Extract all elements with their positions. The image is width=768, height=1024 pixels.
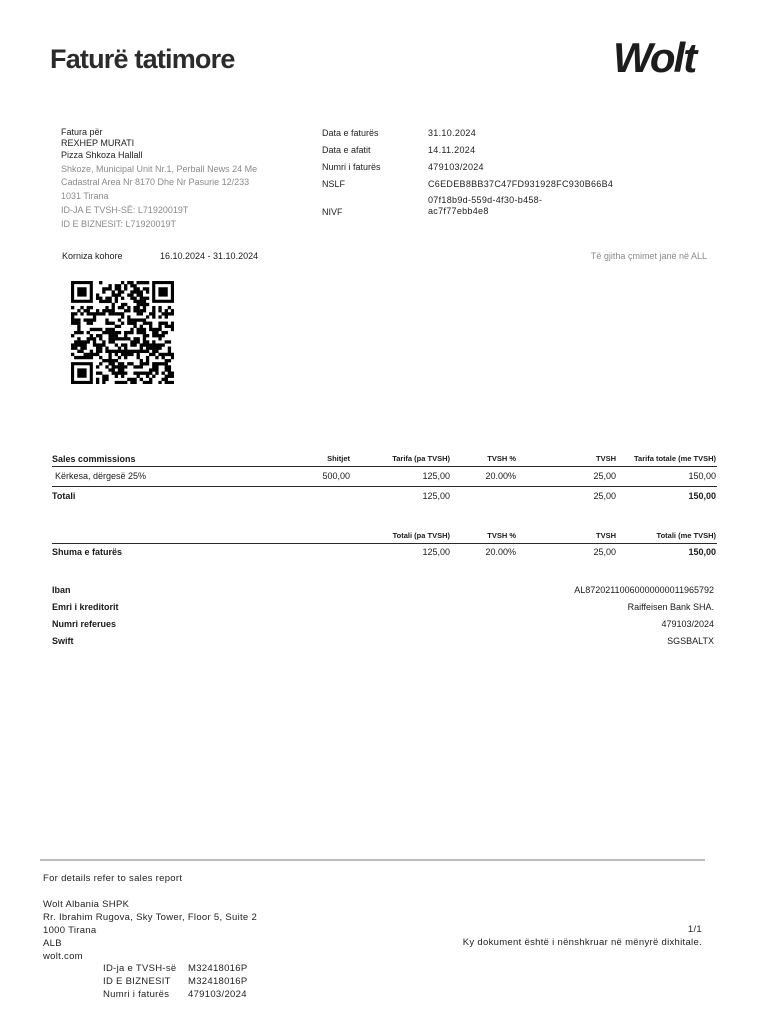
nslf-value: C6EDEB8BB37C47FD931928FC930B66B4 (428, 179, 614, 189)
footer-inv-label: Numri i faturës (103, 989, 170, 1000)
table-row (52, 471, 716, 485)
footer-ids-labels (103, 962, 176, 1001)
nslf-label: NSLF (322, 179, 346, 189)
col-fee-header: Tarifa (pa TVSH) (392, 454, 450, 463)
customer-business-id: ID E BIZNESIT: L71920019T (61, 219, 177, 229)
summary-row (52, 547, 716, 561)
swift-value: SGSBALTX (667, 636, 714, 646)
row-description: Kërkesa, dërgesë 25% (55, 471, 147, 481)
period-value: 16.10.2024 - 31.10.2024 (160, 251, 259, 261)
col-gross-header: Totali (me TVSH) (656, 531, 716, 540)
due-date-label: Data e afatit (322, 145, 371, 155)
sales-section-title: Sales commissions (52, 454, 136, 464)
table-divider (52, 466, 717, 467)
wolt-logo: Wolt (613, 34, 696, 81)
customer-name: REXHEP MURATI (61, 138, 135, 148)
due-date-value: 14.11.2024 (428, 145, 476, 155)
footer-note: For details refer to sales report (43, 873, 183, 884)
reference-value: 479103/2024 (661, 619, 714, 629)
table-total-row (52, 491, 716, 505)
col-vat-header: TVSH (595, 531, 616, 540)
customer-city: 1031 Tirana (61, 191, 109, 201)
nivf-value-line2: ac7f77ebb4e8 (428, 206, 489, 216)
total-fee: 125,00 (422, 491, 450, 501)
customer-label: Fatura për (61, 127, 103, 137)
iban-label: Iban (52, 585, 71, 595)
col-vat-pct-header: TVSH % (487, 531, 516, 540)
row-sales: 500,00 (322, 471, 350, 481)
nivf-label: NIVF (322, 207, 343, 217)
qr-code (71, 281, 174, 384)
invoice-sum-label: Shuma e faturës (52, 547, 123, 557)
row-fee: 125,00 (422, 471, 450, 481)
row-vat-pct: 20.00% (485, 471, 516, 481)
total-amount: 150,00 (688, 491, 716, 501)
footer-company-block (43, 898, 257, 963)
summary-vat: 25,00 (593, 547, 616, 557)
footer-city: 1000 Tirana (43, 925, 97, 936)
nivf-value-line1: 07f18b9d-559d-4f30-b458- (428, 195, 543, 205)
period-label: Korniza kohore (62, 251, 123, 261)
reference-label: Numri referues (52, 619, 117, 629)
creditor-label: Emri i kreditorit (52, 602, 119, 612)
page-number: 1/1 (687, 924, 702, 935)
swift-label: Swift (52, 636, 74, 646)
col-vat-pct-header: TVSH % (487, 454, 516, 463)
invoice-number-label: Numri i faturës (322, 162, 381, 172)
footer-vat-value: M32418016P (188, 963, 248, 974)
summary-net: 125,00 (422, 547, 450, 557)
col-net-header: Totali (pa TVSH) (392, 531, 450, 540)
customer-vat-id: ID-JA E TVSH-SË: L71920019T (61, 205, 189, 215)
footer-biz-label: ID E BIZNESIT (103, 976, 171, 987)
col-vat-header: TVSH (595, 454, 616, 463)
total-label: Totali (52, 491, 76, 501)
customer-address-line2: Cadastral Area Nr 8170 Dhe Nr Pasurie 12/233 (61, 177, 250, 187)
footer-country: ALB (43, 938, 62, 949)
table-divider (52, 486, 717, 487)
footer-vat-label: ID-ja e TVSH-së (103, 963, 177, 974)
footer-address: Rr. Ibrahim Rugova, Sky Tower, Floor 5, Suite 2 (43, 912, 258, 923)
col-sales-header: Shitjet (327, 454, 350, 463)
customer-business: Pizza Shkoza Hallall (61, 150, 143, 160)
currency-note: Të gjitha çmimet janë në ALL (590, 251, 707, 261)
summary-gross: 150,00 (688, 547, 716, 557)
row-total: 150,00 (688, 471, 716, 481)
iban-value: AL87202110060000000011965792 (574, 585, 714, 595)
invoice-date-value: 31.10.2024 (428, 128, 477, 138)
creditor-value: Raiffeisen Bank SHA. (627, 602, 714, 612)
footer-biz-value: M32418016P (188, 976, 248, 987)
invoice-number-value: 479103/2024 (428, 162, 484, 172)
document-title: Faturë tatimore (50, 44, 235, 74)
invoice-date-label: Data e faturës (322, 128, 379, 138)
customer-address-line1: Shkoze, Municipal Unit Nr.1, Perball News 24 Me (61, 164, 258, 174)
row-vat: 25,00 (593, 471, 616, 481)
col-total-header: Tarifa totale (me TVSH) (634, 454, 716, 463)
footer-ids-values (188, 962, 248, 1001)
customer-block (61, 126, 257, 231)
summary-vat-pct: 20.00% (485, 547, 516, 557)
footer-inv-value: 479103/2024 (188, 989, 247, 1000)
total-vat: 25,00 (593, 491, 616, 501)
footer-company: Wolt Albania SHPK (43, 899, 130, 910)
digital-signature-note: Ky dokument është i nënshkruar në mënyrë dixhitale. (462, 937, 702, 948)
table-divider (52, 543, 717, 544)
footer-divider (40, 859, 705, 861)
footer-website: wolt.com (43, 951, 83, 962)
